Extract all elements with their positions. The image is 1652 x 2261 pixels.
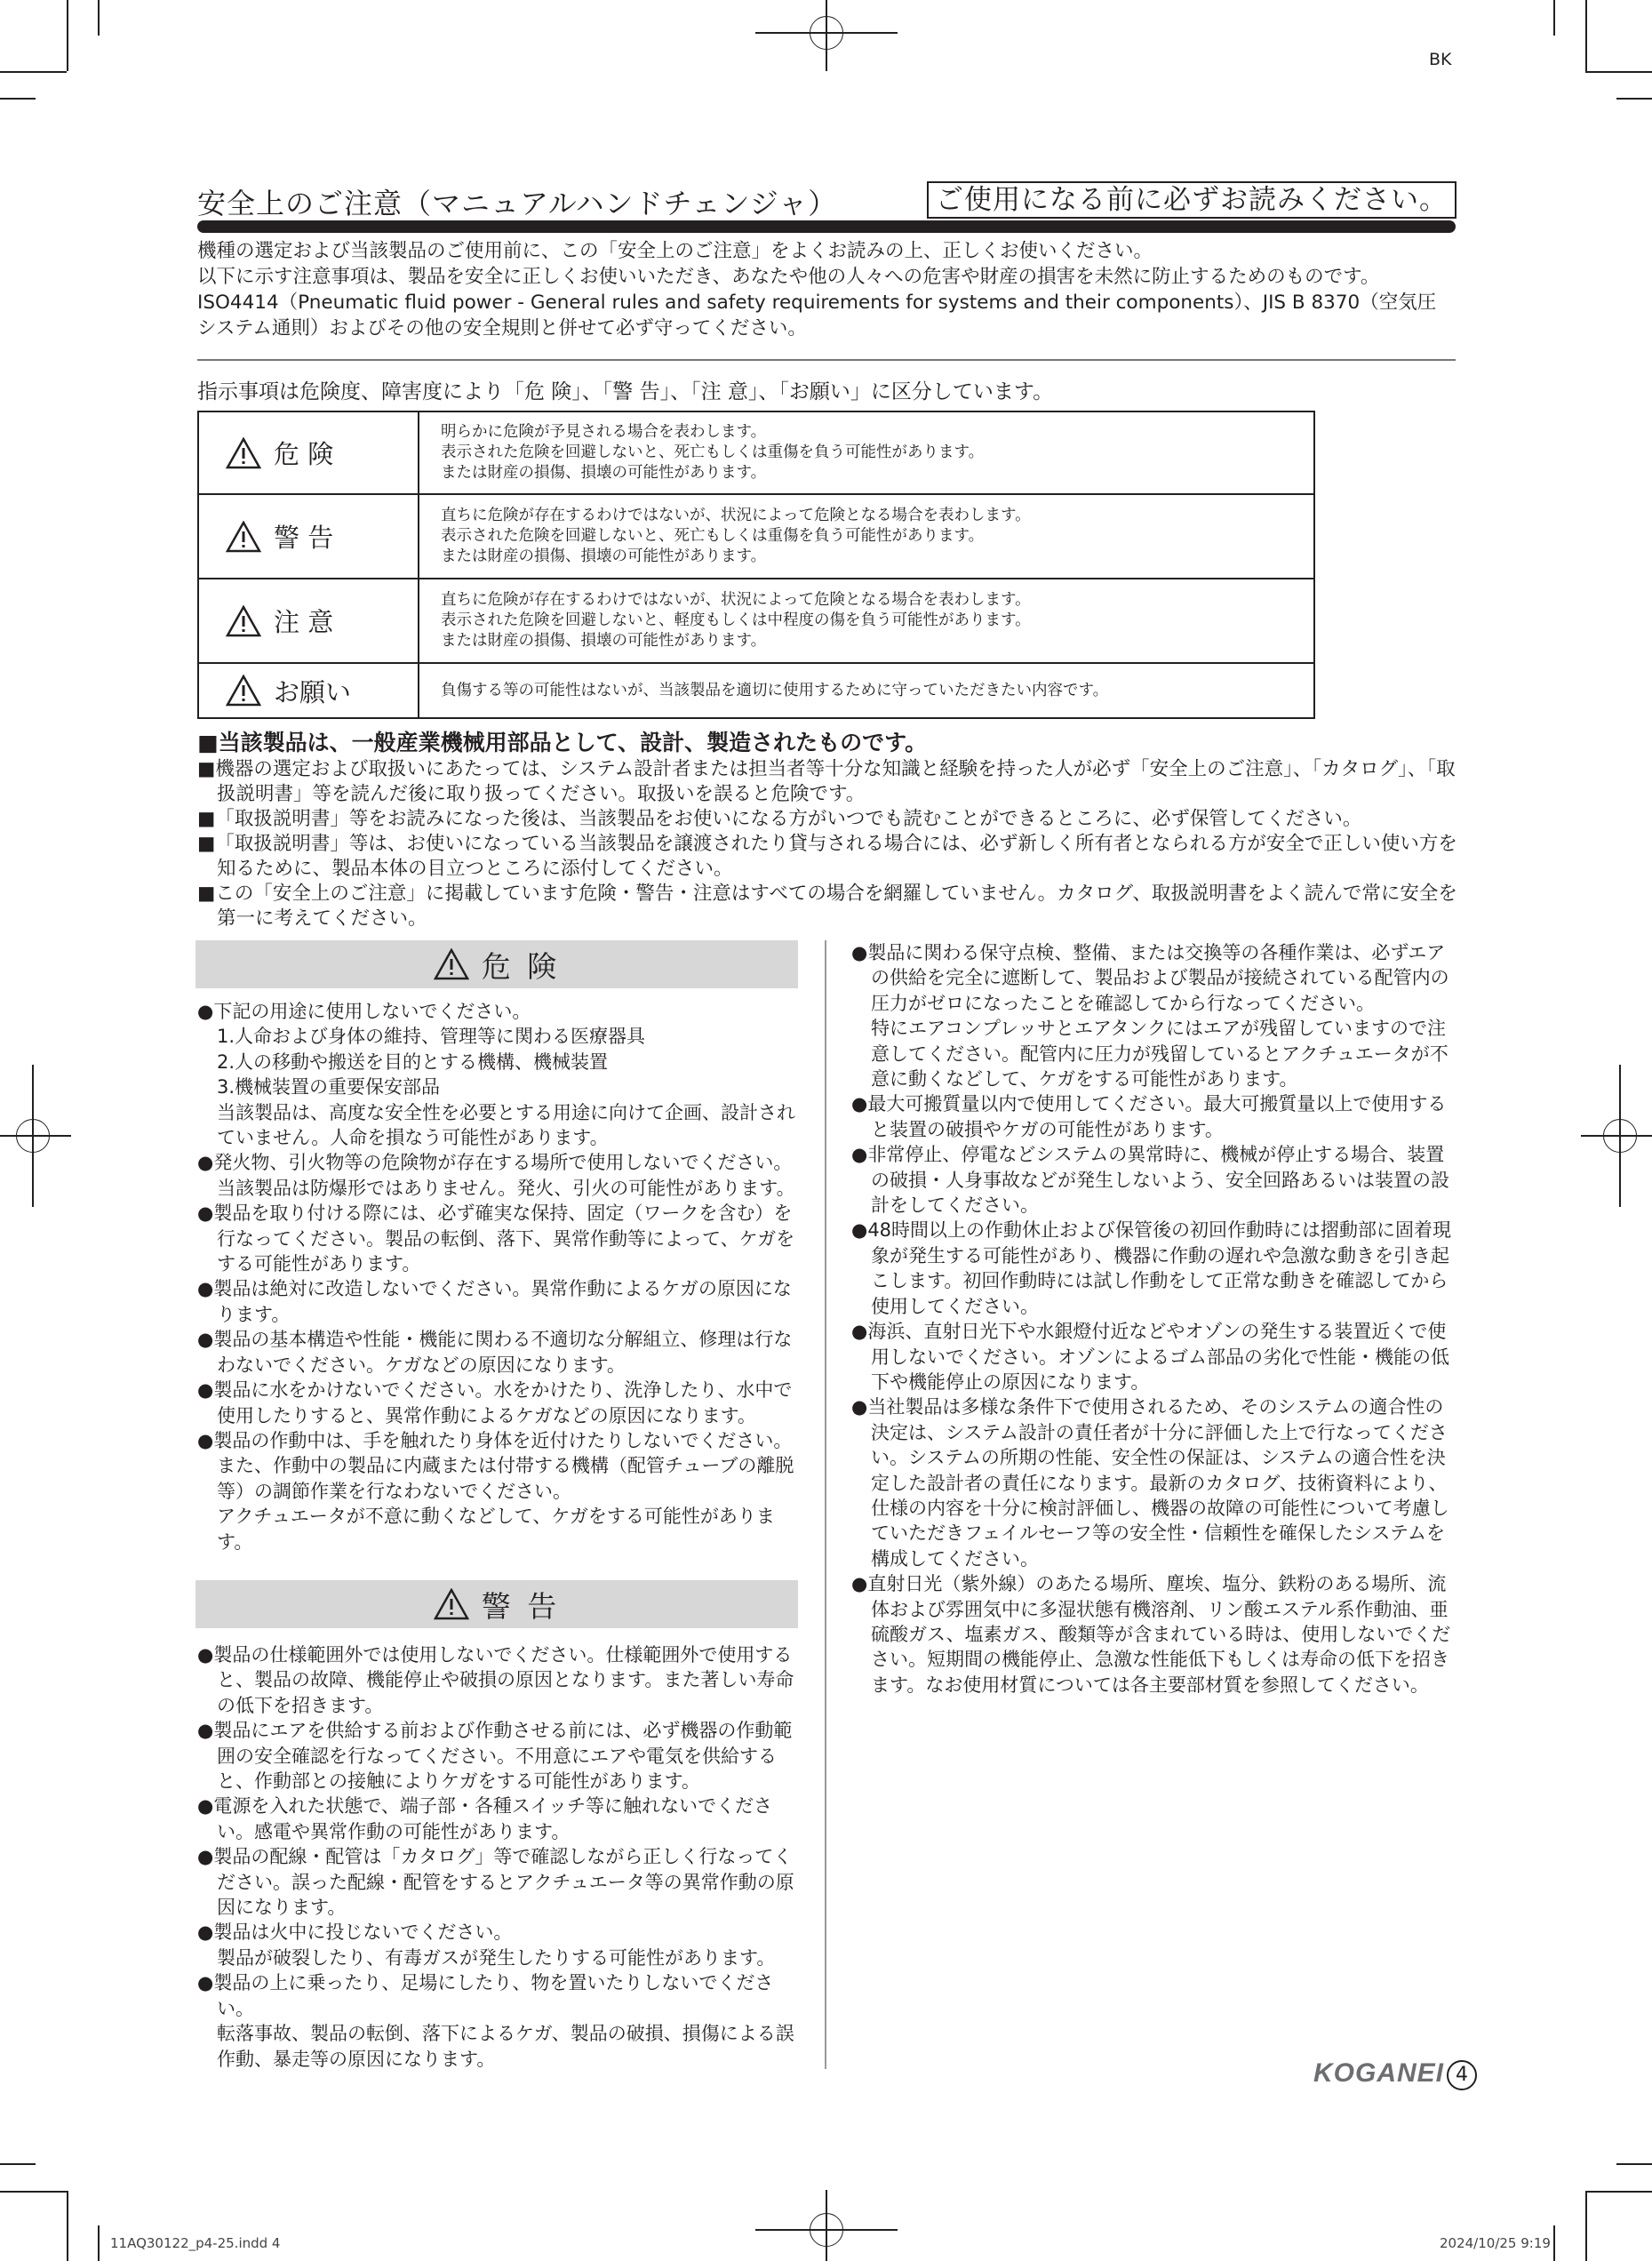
intro-line: 以下に示す注意事項は、製品を安全に正しくお使いいただき、あなたや他の人々への危害や財産の損害を未然に防止するためのものです。 bbox=[197, 266, 1380, 288]
desc-line: 直ちに危険が存在するわけではないが、状況によって危険となる場合を表わします。 bbox=[441, 507, 1031, 524]
column-divider bbox=[825, 940, 826, 2069]
page-title: 安全上のご注意（マニュアルハンドチェンジャ） bbox=[197, 187, 838, 220]
list-item: ●非常停止、停電などシステムの異常時に、機械が停止する場合、装置の破損・人身事故などが発生しないよう、安全回路あるいは装置の設計をしてください。 bbox=[851, 1144, 1449, 1217]
desc-line: 表示された危険を回避しないと、死亡もしくは重傷を負う可能性があります。 bbox=[441, 443, 985, 461]
list-item: ●電源を入れた状態で、端子部・各種スイッチ等に触れないでください。感電や異常作動の可能性があります。 bbox=[197, 1795, 773, 1842]
list-subitem: また、作動中の製品に内蔵または付帯する機構（配管チューブの離脱等）の調節作業を行なわないでください。 bbox=[217, 1455, 794, 1502]
warning-banner bbox=[196, 1580, 798, 1628]
warning-triangle-icon bbox=[226, 605, 261, 637]
notes-item: ■この「安全上のご注意」に掲載しています危険・警告・注意はすべての場合を網羅していません。カタログ、取扱説明書をよく読んで常に安全を第一に考えてください。 bbox=[197, 883, 1457, 930]
danger-list bbox=[197, 999, 798, 1554]
list-item: ●直射日光（紫外線）のあたる場所、塵埃、塩分、鉄粉のある場所、流体および雰囲気中に多湿状態有機溶剤、リン酸エステル系作動油、亜硫酸ガス、塩素ガス、酸類等が含まれている時は、使用しないでください。短期間の機能停止、急激な性能低下もしくは寿命の低下を招きます。なお使用材質については各主要部材質を参照してください。 bbox=[851, 1573, 1451, 1696]
level-label: お願い bbox=[274, 676, 352, 707]
notes-item: ■「取扱説明書」等は、お使いになっている当該製品を譲渡されたり貸与される場合には、必ず新しく所有者となられる方が安全で正しい使い方を知るために、製品本体の目立つところに添付してください。 bbox=[197, 833, 1457, 880]
notes-item: ■「取扱説明書」等をお読みになった後は、当該製品をお使いになる方がいつでも読むことができるところに、必ず保管してください。 bbox=[197, 808, 1362, 830]
general-notes bbox=[197, 729, 1459, 931]
level-label: 危 険 bbox=[274, 439, 334, 469]
intro-rule bbox=[197, 359, 1456, 361]
warning-triangle-icon bbox=[226, 437, 261, 469]
list-item: ●製品は火中に投じないでください。 bbox=[197, 1921, 513, 1944]
level-label-cell bbox=[198, 579, 419, 663]
warning-triangle-icon bbox=[226, 675, 261, 707]
list-item: ●製品の基本構造や性能・機能に関わる不適切な分解組立、修理は行なわないでください。ケガなどの原因になります。 bbox=[197, 1329, 793, 1376]
desc-line: 負傷する等の可能性はないが、当該製品を適切に使用するために守っていただきたい内容です。 bbox=[441, 681, 1109, 699]
hazard-levels-table bbox=[197, 411, 1315, 719]
list-item: ●製品の仕様範囲外では使用しないでください。仕様範囲外で使用すると、製品の故障、機能停止や破損の原因となります。また著しい寿命の低下を招きます。 bbox=[197, 1644, 794, 1716]
desc-line: または財産の損傷、損壊の可能性があります。 bbox=[441, 547, 767, 565]
desc-line: 表示された危険を回避しないと、死亡もしくは重傷を負う可能性があります。 bbox=[441, 527, 985, 545]
table-row bbox=[198, 494, 1314, 579]
levels-heading: 指示事項は危険度、障害度により「危 険」、「警 告」、「注 意」、「お願い」に区分しています。 bbox=[197, 380, 1054, 403]
level-label-cell bbox=[198, 411, 419, 494]
list-item: ●海浜、直射日光下や水銀燈付近などやオゾンの発生する装置近くで使用しないでください。オゾンによるゴム部品の劣化で性能・機能の低下や機能停止の原因になります。 bbox=[851, 1321, 1449, 1393]
table-row bbox=[198, 411, 1314, 494]
desc-line: 直ちに危険が存在するわけではないが、状況によって危険となる場合を表わします。 bbox=[441, 591, 1031, 609]
list-subitem: 2.人の移動や搬送を目的とする機構、機械装置 bbox=[217, 1051, 609, 1073]
page-number-text: 4 bbox=[1456, 2064, 1468, 2086]
warning-triangle-icon bbox=[434, 948, 469, 980]
level-label: 警 告 bbox=[274, 523, 334, 553]
read-before-use-box: ご使用になる前に必ずお読みください。 bbox=[927, 181, 1456, 219]
list-item: ●製品は絶対に改造しないでください。異常作動によるケガの原因になります。 bbox=[197, 1278, 792, 1325]
list-item: ●最大可搬質量以内で使用してください。最大可搬質量以上で使用すると装置の破損やケガの可能性があります。 bbox=[851, 1093, 1447, 1140]
warning-triangle-icon bbox=[226, 521, 261, 553]
level-label: 注 意 bbox=[274, 607, 334, 637]
warning-banner-label: 警 告 bbox=[481, 1588, 561, 1624]
level-description bbox=[419, 411, 1314, 494]
list-subitem: 特にエアコンプレッサとエアタンクにはエアが残留していますので注意してください。配管内に圧力が残留しているとアクチュエータが不意に動くなどして、ケガをする可能性があります。 bbox=[871, 1018, 1448, 1091]
desc-line: または財産の損傷、損壊の可能性があります。 bbox=[441, 632, 767, 650]
title-rule bbox=[197, 220, 1456, 233]
list-item: ●発火物、引火物等の危険物が存在する場所で使用しないでください。当該製品は防爆形ではありません。発火、引火の可能性があります。 bbox=[197, 1152, 795, 1199]
list-subitem: 製品が破裂したり、有毒ガスが発生したりする可能性があります。 bbox=[217, 1946, 776, 1969]
list-item: ●下記の用途に使用しないでください。 bbox=[197, 1001, 531, 1022]
list-subitem: 転落事故、製品の転倒、落下によるケガ、製品の破損、損傷による誤作動、暴走等の原因になります。 bbox=[217, 2023, 794, 2070]
level-description bbox=[419, 579, 1314, 663]
level-description bbox=[419, 494, 1314, 579]
list-item: ●製品に関わる保守点検、整備、または交換等の各種作業は、必ずエアの供給を完全に遮断して、製品および製品が接続されている配管内の圧力がゼロになったことを確認してから行なってください。 bbox=[851, 942, 1449, 1014]
desc-line: 明らかに危険が予見される場合を表わします。 bbox=[441, 423, 767, 441]
footer-filename: 11AQ30122_p4-25.indd 4 bbox=[110, 2235, 281, 2251]
danger-banner bbox=[196, 940, 798, 988]
intro-line: ISO4414（Pneumatic fluid power - General rules and safety requirements for systems and their components）、JIS B 8370（空気圧 bbox=[197, 292, 1437, 314]
list-item: ●製品にエアを供給する前および作動させる前には、必ず機器の作動範囲の安全確認を行なってください。不用意にエアや電気を供給すると、作動部との接触によりケガをする可能性があります。 bbox=[197, 1720, 793, 1793]
desc-line: 表示された危険を回避しないと、軽度もしくは中程度の傷を負う可能性があります。 bbox=[441, 611, 1031, 629]
color-code: BK bbox=[1429, 50, 1452, 69]
footer-timestamp: 2024/10/25 9:19 bbox=[1440, 2235, 1551, 2251]
level-description bbox=[419, 663, 1314, 718]
brand-logo: KOGANEI bbox=[1313, 2058, 1445, 2088]
list-subitem: 1.人命および身体の維持、管理等に関わる医療器具 bbox=[217, 1026, 646, 1048]
list-item: ●製品に水をかけないでください。水をかけたり、洗浄したり、水中で使用したりすると、異常作動によるケガなどの原因になります。 bbox=[197, 1379, 793, 1426]
list-item: ●48時間以上の作動休止および保管後の初回作動時には摺動部に固着現象が発生する可能性があり、機器に作動の遅れや急激な動きを引き起こします。初回作動時には試し作動をして正常な動きを確認してから使用してください。 bbox=[851, 1219, 1452, 1317]
notes-bold-heading: ■当該製品は、一般産業機械用部品として、設計、製造されたものです。 bbox=[197, 730, 928, 755]
list-item: ●製品の上に乗ったり、足場にしたり、物を置いたりしないでください。 bbox=[197, 1972, 774, 2019]
list-item: ●製品の作動中は、手を触れたり身体を近付けたりしないでください。 bbox=[197, 1429, 793, 1451]
list-item: ●当社製品は多様な条件下で使用されるため、そのシステムの適合性の決定は、システム設計の責任者が十分に評価した上で行なってください。システムの所期の性能、安全性の保証は、システムの適合性を決定した設計者の責任になります。最新のカタログ、技術資料により、仕様の内容を十分に検討評価し、機器の故障の可能性について考慮していただきフェイルセーフ等の安全性・信頼性を確保したシステムを構成してください。 bbox=[851, 1396, 1449, 1570]
warning-list bbox=[197, 1642, 798, 2072]
level-label-cell bbox=[198, 494, 419, 579]
intro-line: 機種の選定および当該製品のご使用前に、この「安全上のご注意」をよくお読みの上、正しくお使いください。 bbox=[197, 240, 1153, 262]
table-row bbox=[198, 663, 1314, 718]
notes-item: ■機器の選定および取扱いにあたっては、システム設計者または担当者等十分な知識と経験を持った人が必ず「安全上のご注意」、「カタログ」、「取扱説明書」等を読んだ後に取り扱ってください。取扱いを誤ると危険です。 bbox=[197, 758, 1456, 805]
list-subitem: 3.機械装置の重要保安部品 bbox=[217, 1076, 441, 1099]
table-row bbox=[198, 579, 1314, 663]
intro-line: システム通則）およびその他の安全規則と併せて必ず守ってください。 bbox=[197, 317, 807, 340]
warning-triangle-icon bbox=[434, 1588, 469, 1620]
danger-banner-label: 危 険 bbox=[481, 948, 561, 984]
list-item: ●製品を取り付ける際には、必ず確実な保持、固定（ワークを含む）を行なってください。製品の転倒、落下、異常作動等によって、ケガをする可能性があります。 bbox=[197, 1202, 795, 1275]
right-column-list bbox=[851, 940, 1456, 1698]
level-label-cell bbox=[198, 663, 419, 718]
page-number bbox=[1447, 2060, 1477, 2090]
intro-text bbox=[197, 238, 1456, 341]
desc-line: または財産の損傷、損壊の可能性があります。 bbox=[441, 464, 767, 482]
list-subitem: 当該製品は、高度な安全性を必要とする用途に向けて企画、設計されていません。人命を損なう可能性があります。 bbox=[217, 1101, 795, 1149]
list-item: ●製品の配線・配管は「カタログ」等で確認しながら正しく行なってください。誤った配線・配管をするとアクチュエータ等の異常作動の原因になります。 bbox=[197, 1846, 794, 1919]
list-subitem: アクチュエータが不意に動くなどして、ケガをする可能性があります。 bbox=[217, 1506, 775, 1553]
